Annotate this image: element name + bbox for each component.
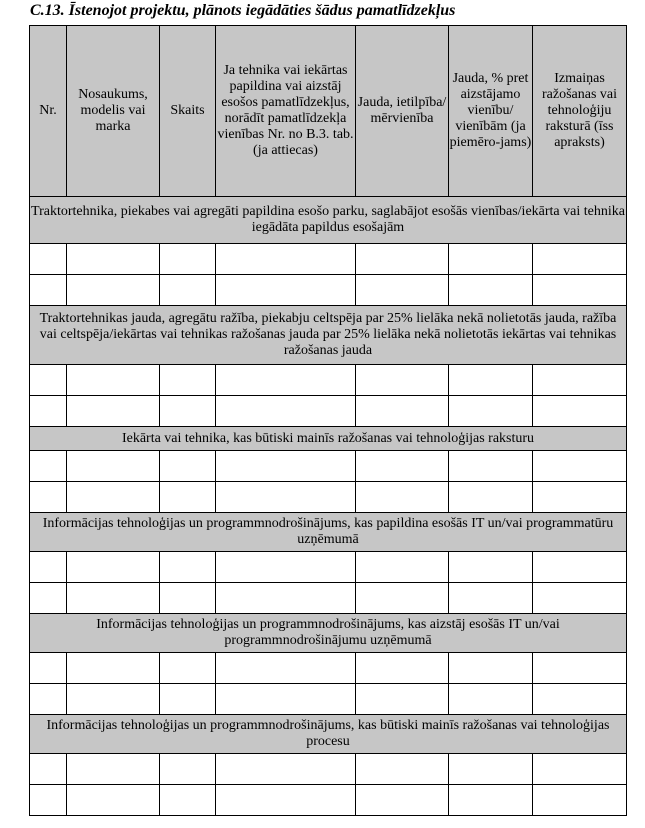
cell-change-description[interactable]	[533, 684, 627, 715]
cell-capacity-percent[interactable]	[449, 275, 533, 306]
cell-nr[interactable]	[30, 552, 67, 583]
cell-capacity-percent[interactable]	[449, 583, 533, 614]
cell-quantity[interactable]	[160, 396, 216, 427]
cell-replaced-asset-number[interactable]	[216, 785, 356, 816]
cell-capacity-unit[interactable]	[356, 552, 449, 583]
col-header-name-model: Nosaukums, modelis vai marka	[67, 26, 160, 197]
col-header-capacity-percent: Jauda, % pret aizstājamo vienību/ vienībām (ja piemēro-jams)	[449, 26, 533, 197]
cell-capacity-unit[interactable]	[356, 365, 449, 396]
section-row	[30, 715, 627, 754]
cell-quantity[interactable]	[160, 244, 216, 275]
cell-capacity-unit[interactable]	[356, 684, 449, 715]
section-heading: Traktortehnika, piekabes vai agregāti papildina esošo parku, saglabājot esošās vienības/iekārta vai tehnika iegādāta papildus esošajām	[30, 197, 627, 244]
table-row	[30, 244, 627, 275]
cell-quantity[interactable]	[160, 754, 216, 785]
cell-capacity-unit[interactable]	[356, 244, 449, 275]
section-row	[30, 197, 627, 244]
cell-capacity-percent[interactable]	[449, 396, 533, 427]
section-row	[30, 513, 627, 552]
cell-capacity-unit[interactable]	[356, 451, 449, 482]
cell-replaced-asset-number[interactable]	[216, 754, 356, 785]
cell-quantity[interactable]	[160, 275, 216, 306]
cell-nr[interactable]	[30, 482, 67, 513]
cell-replaced-asset-number[interactable]	[216, 396, 356, 427]
section-heading: Iekārta vai tehnika, kas būtiski mainīs ražošanas vai tehnoloģijas raksturu	[30, 427, 627, 451]
cell-quantity[interactable]	[160, 785, 216, 816]
section-row	[30, 427, 627, 451]
cell-change-description[interactable]	[533, 365, 627, 396]
cell-name-model[interactable]	[67, 244, 160, 275]
table-row	[30, 653, 627, 684]
section-heading: Informācijas tehnoloģijas un programmnodrošinājums, kas būtiski mainīs ražošanas vai tehnoloģijas procesu	[30, 715, 627, 754]
cell-quantity[interactable]	[160, 482, 216, 513]
cell-name-model[interactable]	[67, 482, 160, 513]
cell-name-model[interactable]	[67, 754, 160, 785]
cell-capacity-percent[interactable]	[449, 244, 533, 275]
cell-nr[interactable]	[30, 684, 67, 715]
cell-capacity-unit[interactable]	[356, 482, 449, 513]
table-row	[30, 451, 627, 482]
cell-replaced-asset-number[interactable]	[216, 583, 356, 614]
col-header-capacity-unit: Jauda, ietilpība/ mērvienība	[356, 26, 449, 197]
cell-nr[interactable]	[30, 653, 67, 684]
cell-quantity[interactable]	[160, 583, 216, 614]
section-heading: Traktortehnikas jauda, agregātu ražība, piekabju celtspēja par 25% lielāka nekā nolietotās jauda, ražība vai celtspēja/iekārtas vai tehnikas ražošanas jauda par 25% lielāka nekā nolietotās iekārtas vai tehnikas ražošanas jauda	[30, 306, 627, 365]
cell-change-description[interactable]	[533, 482, 627, 513]
table-row	[30, 754, 627, 785]
table-row	[30, 396, 627, 427]
cell-replaced-asset-number[interactable]	[216, 275, 356, 306]
cell-nr[interactable]	[30, 396, 67, 427]
cell-replaced-asset-number[interactable]	[216, 684, 356, 715]
cell-capacity-percent[interactable]	[449, 684, 533, 715]
cell-nr[interactable]	[30, 244, 67, 275]
cell-replaced-asset-number[interactable]	[216, 451, 356, 482]
cell-nr[interactable]	[30, 754, 67, 785]
cell-capacity-unit[interactable]	[356, 275, 449, 306]
table-row	[30, 482, 627, 513]
cell-change-description[interactable]	[533, 754, 627, 785]
cell-capacity-unit[interactable]	[356, 396, 449, 427]
fixed-assets-table	[29, 25, 627, 816]
cell-name-model[interactable]	[67, 365, 160, 396]
table-row	[30, 552, 627, 583]
cell-name-model[interactable]	[67, 653, 160, 684]
cell-name-model[interactable]	[67, 684, 160, 715]
cell-change-description[interactable]	[533, 275, 627, 306]
cell-change-description[interactable]	[533, 396, 627, 427]
cell-replaced-asset-number[interactable]	[216, 552, 356, 583]
cell-nr[interactable]	[30, 451, 67, 482]
section-heading: Informācijas tehnoloģijas un programmnodrošinājums, kas papildina esošās IT un/vai programmatūru uzņēmumā	[30, 513, 627, 552]
cell-nr[interactable]	[30, 583, 67, 614]
cell-replaced-asset-number[interactable]	[216, 482, 356, 513]
cell-quantity[interactable]	[160, 684, 216, 715]
cell-nr[interactable]	[30, 275, 67, 306]
col-header-nr: Nr.	[30, 26, 67, 197]
cell-capacity-percent[interactable]	[449, 653, 533, 684]
cell-capacity-unit[interactable]	[356, 653, 449, 684]
cell-name-model[interactable]	[67, 396, 160, 427]
page-title: C.13. Īstenojot projektu, plānots iegādāties šādus pamatlīdzekļus	[30, 2, 456, 19]
cell-name-model[interactable]	[67, 583, 160, 614]
cell-capacity-unit[interactable]	[356, 785, 449, 816]
cell-change-description[interactable]	[533, 653, 627, 684]
cell-quantity[interactable]	[160, 451, 216, 482]
cell-change-description[interactable]	[533, 552, 627, 583]
cell-nr[interactable]	[30, 785, 67, 816]
section-row	[30, 614, 627, 653]
cell-capacity-percent[interactable]	[449, 451, 533, 482]
header-row	[30, 26, 627, 197]
cell-quantity[interactable]	[160, 653, 216, 684]
cell-replaced-asset-number[interactable]	[216, 653, 356, 684]
cell-name-model[interactable]	[67, 451, 160, 482]
cell-change-description[interactable]	[533, 451, 627, 482]
cell-change-description[interactable]	[533, 785, 627, 816]
cell-change-description[interactable]	[533, 583, 627, 614]
cell-replaced-asset-number[interactable]	[216, 244, 356, 275]
cell-capacity-percent[interactable]	[449, 365, 533, 396]
table-row	[30, 275, 627, 306]
col-header-change-description: Izmaiņas ražošanas vai tehnoloģiju raksturā (īss apraksts)	[533, 26, 627, 197]
cell-name-model[interactable]	[67, 552, 160, 583]
cell-change-description[interactable]	[533, 244, 627, 275]
table-row	[30, 365, 627, 396]
col-header-quantity: Skaits	[160, 26, 216, 197]
cell-name-model[interactable]	[67, 785, 160, 816]
table-row	[30, 684, 627, 715]
cell-quantity[interactable]	[160, 552, 216, 583]
cell-capacity-unit[interactable]	[356, 754, 449, 785]
cell-capacity-percent[interactable]	[449, 754, 533, 785]
cell-name-model[interactable]	[67, 275, 160, 306]
section-row	[30, 306, 627, 365]
table-row	[30, 785, 627, 816]
cell-capacity-unit[interactable]	[356, 583, 449, 614]
cell-capacity-percent[interactable]	[449, 785, 533, 816]
cell-quantity[interactable]	[160, 365, 216, 396]
table-row	[30, 583, 627, 614]
cell-capacity-percent[interactable]	[449, 482, 533, 513]
col-header-replaced-asset-number: Ja tehnika vai iekārtas papildina vai aizstāj esošos pamatlīdzekļus, norādīt pamatlīdzekļa vienības Nr. no B.3. tab. (ja attiecas)	[216, 26, 356, 197]
cell-nr[interactable]	[30, 365, 67, 396]
cell-replaced-asset-number[interactable]	[216, 365, 356, 396]
cell-capacity-percent[interactable]	[449, 552, 533, 583]
section-heading: Informācijas tehnoloģijas un programmnodrošinājums, kas aizstāj esošās IT un/vai programmnodrošinājumu uzņēmumā	[30, 614, 627, 653]
